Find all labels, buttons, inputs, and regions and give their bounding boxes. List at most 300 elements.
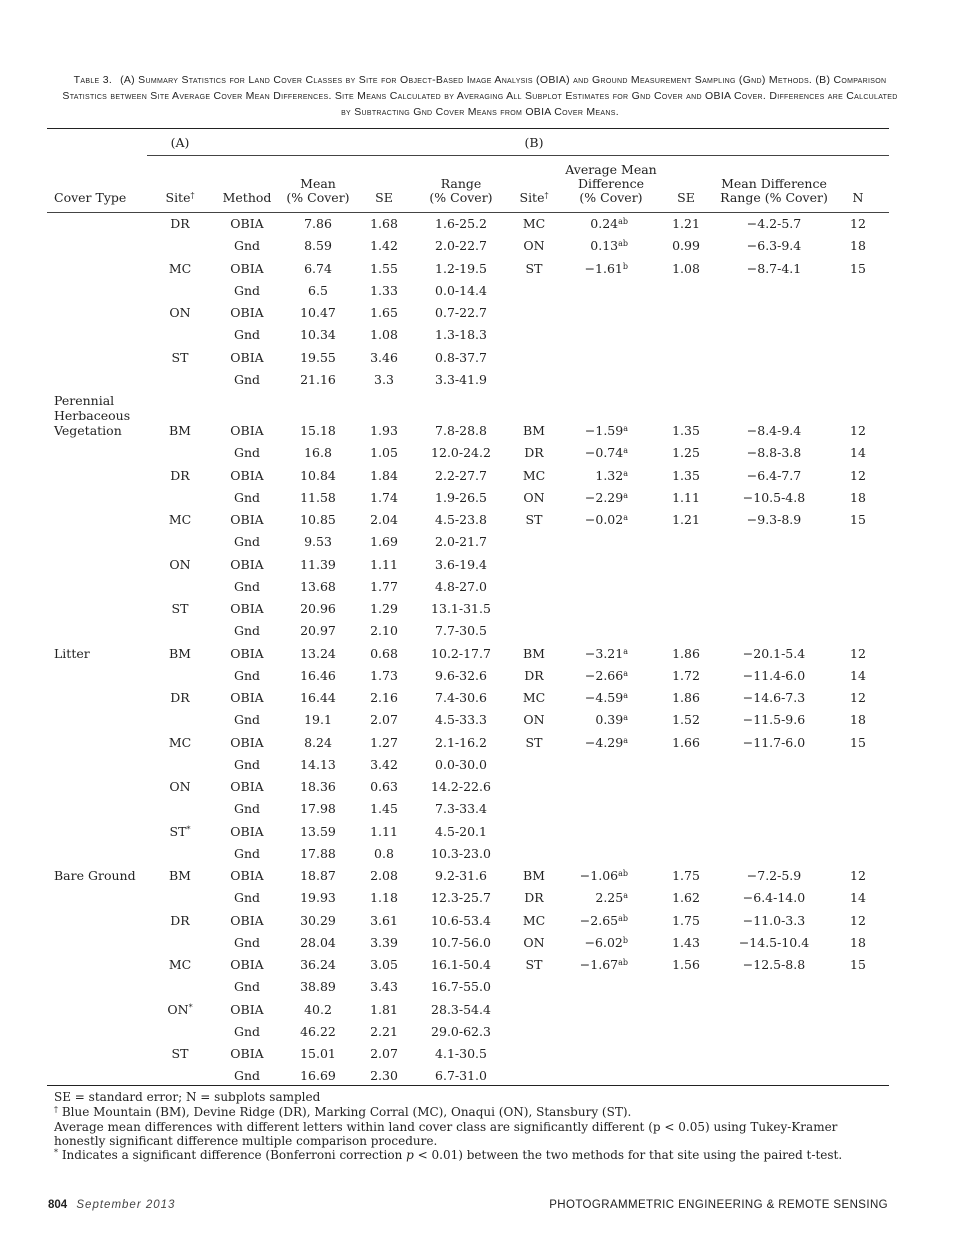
table-bottom-rule: [47, 1085, 889, 1086]
mean-diff-range-cell: −6.4-7.7: [746, 467, 802, 483]
method-cell: OBIA: [230, 779, 264, 794]
range-cell: 13.1-31.5: [431, 601, 491, 616]
method-cell: Gnd: [233, 667, 261, 683]
comparison-site-cell: ON: [523, 934, 545, 950]
se-cell: 1.11: [370, 823, 398, 839]
method-cell: Gnd: [233, 979, 261, 995]
page-date: September 2013: [76, 1199, 176, 1211]
avg-mean-diff-cell-superscript: a: [623, 713, 628, 723]
avg-mean-diff-cell-value: 0.39: [595, 712, 624, 728]
range-cell: 28.3-54.4: [431, 1001, 491, 1017]
mean-diff-range-cell: −12.5-8.8: [742, 957, 806, 972]
header-se: SE: [375, 190, 393, 205]
site-cell-superscript: *: [186, 824, 191, 834]
se-cell: 1.05: [370, 445, 398, 461]
header-site-b-label: Site: [519, 190, 545, 205]
comparison-site-cell: DR: [524, 890, 544, 906]
method-cell: OBIA: [230, 423, 264, 438]
method-cell: OBIA: [230, 734, 264, 750]
se-cell: 1.84: [370, 467, 398, 483]
header-cover-type: Cover Type: [54, 190, 127, 205]
se-cell: 1.55: [370, 260, 398, 276]
site-cell: [150, 646, 210, 661]
method-cell: Gnd: [233, 445, 261, 461]
se-cell: 1.08: [370, 327, 398, 343]
site-cell-value: BM: [169, 645, 191, 661]
range-cell: 7.8-28.8: [435, 423, 487, 438]
table-caption-text: (A) Summary Statistics for Land Cover Classes by Site for Object-Based Image Analysis (OBIA) and Ground Measurement Sampling (Gnd) Methods. (B) Comparison Statistics between Site Average Cover Mean Differences. Site Means Calculated by Averaging All Subplot Estimates for Gnd Cover and OBIA Cover. Differences are Calculated by Subtracting Gnd Cover Means from OBIA Cover Means.: [62, 74, 898, 118]
site-cell-value: ON: [167, 1001, 189, 1017]
method-cell: OBIA: [230, 1046, 264, 1061]
header-amd-line3: (% Cover): [579, 190, 643, 205]
comparison-se-cell: 1.52: [672, 712, 700, 728]
mean-diff-range-cell: −8.7-4.1: [746, 260, 802, 276]
section-a-label: (A): [170, 135, 190, 150]
n-cell: 12: [850, 868, 866, 883]
range-cell: 2.0-22.7: [435, 238, 487, 254]
avg-mean-diff-cell: [570, 668, 628, 683]
mean-cell: 13.24: [300, 645, 336, 661]
avg-mean-diff-cell-superscript: ab: [618, 913, 628, 923]
range-cell: 6.7-31.0: [435, 1068, 487, 1084]
header-range-line1: Range: [440, 176, 482, 191]
comparison-se-cell: 1.66: [672, 734, 700, 750]
table-label: Table 3.: [73, 74, 113, 86]
range-cell: 7.4-30.6: [435, 690, 487, 705]
footnote-asterisk-text-a: Indicates a significant difference (Bonferroni correction: [58, 1148, 407, 1162]
section-rule: [147, 155, 889, 156]
header-avg-mean-diff: [565, 163, 657, 205]
footnote-asterisk-text-b: < 0.01) between the two methods for that site using the paired t-test.: [413, 1148, 843, 1162]
method-cell: OBIA: [230, 556, 264, 572]
se-cell: 2.10: [370, 623, 398, 639]
section-b-label: (B): [524, 135, 544, 150]
method-cell: OBIA: [230, 216, 264, 231]
se-cell: 1.77: [370, 578, 398, 594]
range-cell: 12.3-25.7: [431, 890, 491, 906]
range-cell: 10.2-17.7: [431, 645, 491, 661]
footnote-se: SE = standard error; N = subplots sampled: [54, 1090, 321, 1104]
header-site-b: [506, 191, 562, 205]
n-cell: 15: [850, 734, 866, 750]
mean-cell: 15.01: [300, 1046, 336, 1061]
mean-cell: 15.18: [300, 423, 336, 438]
se-cell: 1.65: [370, 305, 398, 320]
comparison-site-cell: ON: [523, 712, 545, 728]
n-cell: 18: [850, 238, 866, 254]
method-cell: OBIA: [230, 1001, 264, 1017]
se-cell: 1.93: [370, 423, 398, 438]
method-cell: OBIA: [230, 823, 264, 839]
method-cell: Gnd: [233, 489, 261, 505]
site-cell-value: BM: [169, 868, 191, 883]
avg-mean-diff-cell: [570, 957, 628, 972]
mean-cell: 10.47: [300, 305, 336, 320]
footnote-asterisk: [54, 1148, 884, 1162]
se-cell: 2.04: [370, 512, 398, 527]
range-cell: 14.2-22.6: [431, 779, 491, 794]
se-cell: 0.63: [370, 779, 398, 794]
range-cell: 3.6-19.4: [435, 556, 487, 572]
avg-mean-diff-cell: [570, 423, 628, 438]
footnote-p-italic: p: [406, 1148, 414, 1162]
site-cell: [150, 957, 210, 972]
method-cell: Gnd: [233, 934, 261, 950]
comparison-site-cell: ST: [525, 260, 543, 276]
footnote-sites-text: Blue Mountain (BM), Devine Ridge (DR), Marking Corral (MC), Onaqui (ON), Stansbury (ST).: [58, 1105, 632, 1119]
n-cell: 15: [850, 260, 866, 276]
page-number: 804: [48, 1199, 68, 1211]
comparison-site-cell: BM: [523, 645, 545, 661]
site-cell: [150, 423, 210, 438]
mean-cell: 16.69: [300, 1068, 336, 1084]
se-cell: 1.68: [370, 216, 398, 231]
mean-cell: 19.55: [300, 349, 336, 365]
avg-mean-diff-cell-superscript: a: [623, 735, 628, 745]
site-cell-value: DR: [170, 467, 190, 483]
avg-mean-diff-cell: [570, 216, 628, 231]
table-caption: [60, 72, 900, 120]
avg-mean-diff-cell-value: −4.29: [584, 734, 624, 750]
avg-mean-diff-cell-value: 2.25: [595, 890, 624, 906]
mean-cell: 7.86: [304, 216, 332, 231]
header-mean-line2: (% Cover): [286, 190, 350, 205]
comparison-se-cell: 1.25: [672, 445, 700, 461]
mean-cell: 46.22: [300, 1023, 336, 1039]
n-cell: 18: [850, 712, 866, 728]
header-mean-diff-range: [716, 177, 832, 205]
se-cell: 3.43: [370, 979, 398, 995]
se-cell: 1.33: [370, 282, 398, 298]
range-cell: 9.2-31.6: [435, 868, 487, 883]
se-cell: 0.8: [374, 845, 394, 861]
method-cell: OBIA: [230, 690, 264, 705]
method-cell: OBIA: [230, 645, 264, 661]
avg-mean-diff-cell-superscript: a: [623, 468, 628, 478]
mean-cell: 20.97: [300, 623, 336, 639]
site-cell: [150, 350, 210, 365]
se-cell: 3.05: [370, 957, 398, 972]
mean-cell: 13.59: [300, 823, 336, 839]
avg-mean-diff-cell-superscript: ab: [618, 239, 628, 249]
comparison-se-cell: 1.43: [672, 934, 700, 950]
mean-diff-range-cell: −11.7-6.0: [742, 734, 806, 750]
avg-mean-diff-cell-value: −6.02: [584, 934, 623, 950]
method-cell: Gnd: [233, 1023, 261, 1039]
method-cell: OBIA: [230, 467, 264, 483]
mean-cell: 11.58: [300, 489, 336, 505]
header-mean: [280, 177, 356, 205]
site-cell: [150, 468, 210, 483]
method-cell: Gnd: [233, 327, 261, 343]
mean-diff-range-cell: −8.8-3.8: [746, 445, 802, 461]
avg-mean-diff-cell-value: −1.61: [584, 260, 623, 276]
site-cell: [150, 261, 210, 276]
se-cell: 3.46: [370, 349, 398, 365]
se-cell: 3.42: [370, 756, 398, 772]
method-cell: OBIA: [230, 912, 264, 928]
site-cell: [150, 1046, 210, 1061]
avg-mean-diff-cell-value: −4.59: [584, 690, 624, 705]
comparison-se-cell: 1.35: [672, 423, 700, 438]
header-range: [420, 177, 502, 205]
comparison-se-cell: 1.35: [672, 467, 700, 483]
se-cell: 2.16: [370, 690, 398, 705]
comparison-se-cell: 1.86: [672, 690, 700, 705]
avg-mean-diff-cell-value: 0.13: [590, 238, 619, 254]
comparison-se-cell: 1.21: [672, 216, 700, 231]
site-cell-value: DR: [170, 690, 190, 705]
avg-mean-diff-cell-value: 0.24: [590, 216, 619, 231]
range-cell: 1.3-18.3: [435, 327, 487, 343]
avg-mean-diff-cell: [570, 690, 628, 705]
mean-diff-range-cell: −4.2-5.7: [746, 216, 802, 231]
site-cell-value: ST: [171, 601, 189, 616]
header-mdr-line2: Range (% Cover): [720, 190, 828, 205]
avg-mean-diff-cell-value: −2.66: [584, 667, 624, 683]
comparison-site-cell: BM: [523, 868, 545, 883]
header-method: Method: [222, 190, 272, 205]
header-site-b-dagger: †: [544, 191, 549, 200]
method-cell: Gnd: [233, 712, 261, 728]
avg-mean-diff-cell-value: −3.21: [584, 645, 624, 661]
header-mdr-line1: Mean Difference: [721, 176, 827, 191]
se-cell: 1.45: [370, 801, 398, 817]
range-cell: 10.7-56.0: [431, 934, 491, 950]
method-cell: OBIA: [230, 305, 264, 320]
method-cell: Gnd: [233, 801, 261, 817]
se-cell: 2.08: [370, 868, 398, 883]
method-cell: OBIA: [230, 349, 264, 365]
range-cell: 1.9-26.5: [435, 489, 487, 505]
method-cell: Gnd: [233, 1068, 261, 1084]
n-cell: 12: [850, 467, 866, 483]
range-cell: 10.6-53.4: [431, 912, 491, 928]
mean-cell: 17.88: [300, 845, 336, 861]
se-cell: 1.42: [370, 238, 398, 254]
cover-type-label: Perennial Herbaceous Vegetation: [54, 393, 131, 438]
se-cell: 1.27: [370, 734, 398, 750]
site-cell: [150, 601, 210, 616]
avg-mean-diff-cell: [570, 935, 628, 950]
site-cell: [150, 824, 210, 839]
se-cell: 0.68: [370, 645, 398, 661]
n-cell: 14: [850, 445, 866, 461]
avg-mean-diff-cell-superscript: ab: [618, 217, 628, 226]
comparison-site-cell: MC: [522, 467, 546, 483]
avg-mean-diff-cell-value: −2.29: [584, 489, 624, 505]
avg-mean-diff-cell-value: −0.74: [584, 445, 624, 461]
method-cell: Gnd: [233, 578, 261, 594]
site-cell-value: MC: [168, 512, 192, 527]
header-n: N: [852, 190, 864, 205]
avg-mean-diff-cell: [570, 868, 628, 883]
comparison-site-cell: ON: [523, 238, 545, 254]
site-cell-value: MC: [168, 260, 192, 276]
mean-cell: 14.13: [300, 756, 336, 772]
mean-diff-range-cell: −20.1-5.4: [742, 645, 806, 661]
method-cell: OBIA: [230, 601, 264, 616]
mean-diff-range-cell: −8.4-9.4: [746, 423, 802, 438]
avg-mean-diff-cell-superscript: a: [623, 446, 628, 456]
site-cell-value: MC: [168, 734, 192, 750]
mean-cell: 19.93: [300, 890, 336, 906]
range-cell: 0.7-22.7: [435, 305, 487, 320]
site-cell: [150, 1002, 210, 1017]
comparison-site-cell: ST: [525, 957, 543, 972]
header-site-dagger: †: [190, 191, 195, 200]
avg-mean-diff-cell: [570, 468, 628, 483]
header-site-label: Site: [165, 190, 191, 205]
footnote-dagger: †: [54, 1105, 58, 1114]
mean-cell: 16.8: [304, 445, 332, 461]
comparison-se-cell: 1.86: [672, 645, 700, 661]
se-cell: 2.30: [370, 1068, 398, 1084]
range-cell: 4.1-30.5: [435, 1046, 487, 1061]
mean-cell: 38.89: [300, 979, 336, 995]
avg-mean-diff-cell-superscript: a: [623, 668, 628, 678]
avg-mean-diff-cell-superscript: a: [623, 891, 628, 901]
n-cell: 15: [850, 512, 866, 527]
method-cell: Gnd: [233, 890, 261, 906]
mean-cell: 18.87: [300, 868, 336, 883]
range-cell: 10.3-23.0: [431, 845, 491, 861]
site-cell-value: ST: [171, 349, 189, 365]
se-cell: 3.39: [370, 934, 398, 950]
avg-mean-diff-cell-value: −1.67: [579, 957, 619, 972]
mean-cell: 11.39: [300, 556, 336, 572]
avg-mean-diff-cell-value: −0.02: [584, 512, 624, 527]
n-cell: 15: [850, 957, 866, 972]
se-cell: 2.21: [370, 1023, 398, 1039]
mean-diff-range-cell: −11.5-9.6: [742, 712, 806, 728]
mean-cell: 21.16: [300, 371, 336, 387]
se-cell: 2.07: [370, 1046, 398, 1061]
avg-mean-diff-cell: [570, 712, 628, 727]
header-amd-line2: Difference: [577, 176, 645, 191]
header-amd-line1: Average Mean: [565, 162, 657, 177]
mean-cell: 10.84: [300, 467, 336, 483]
avg-mean-diff-cell-superscript: b: [622, 261, 628, 271]
se-cell: 1.18: [370, 890, 398, 906]
comparison-se-cell: 1.75: [672, 868, 700, 883]
method-cell: OBIA: [230, 957, 264, 972]
se-cell: 1.73: [370, 667, 398, 683]
site-cell-value: ST: [169, 823, 187, 839]
comparison-site-cell: MC: [522, 690, 546, 705]
site-cell-value: MC: [168, 957, 192, 972]
method-cell: Gnd: [233, 238, 261, 254]
comparison-se-cell: 1.21: [672, 512, 700, 527]
comparison-site-cell: ST: [525, 734, 543, 750]
mean-cell: 17.98: [300, 801, 336, 817]
header-site: [150, 191, 210, 205]
comparison-site-cell: MC: [522, 912, 546, 928]
site-cell-superscript: *: [188, 1002, 193, 1012]
page-number-block: [48, 1199, 175, 1211]
method-cell: Gnd: [233, 756, 261, 772]
footnote-letters: Average mean differences with different letters within land cover class are significantly different (p < 0.05) using Tukey-Kramer honestly significant difference multiple comparison procedure.: [54, 1120, 838, 1148]
n-cell: 12: [850, 645, 866, 661]
method-cell: Gnd: [233, 282, 261, 298]
site-cell-value: ON: [169, 305, 191, 320]
avg-mean-diff-cell: [570, 913, 628, 928]
site-cell: [150, 779, 210, 794]
mean-cell: 36.24: [300, 957, 336, 972]
mean-cell: 8.59: [304, 238, 332, 254]
avg-mean-diff-cell: [570, 646, 628, 661]
avg-mean-diff-cell: [570, 490, 628, 505]
avg-mean-diff-cell-superscript: a: [623, 646, 628, 656]
mean-cell: 10.34: [300, 327, 336, 343]
avg-mean-diff-cell-superscript: a: [623, 513, 628, 522]
mean-diff-range-cell: −10.5-4.8: [742, 489, 806, 505]
comparison-site-cell: DR: [524, 445, 544, 461]
method-cell: Gnd: [233, 623, 261, 639]
se-cell: 1.74: [370, 489, 398, 505]
mean-cell: 18.36: [300, 779, 336, 794]
comparison-se-cell: 1.72: [672, 667, 700, 683]
n-cell: 12: [850, 216, 866, 231]
mean-cell: 28.04: [300, 934, 336, 950]
header-range-line2: (% Cover): [429, 190, 493, 205]
se-cell: 3.3: [374, 371, 394, 387]
mean-cell: 16.46: [300, 667, 336, 683]
n-cell: 12: [850, 423, 866, 438]
mean-diff-range-cell: −9.3-8.9: [746, 512, 802, 527]
avg-mean-diff-cell-superscript: a: [623, 424, 628, 433]
avg-mean-diff-cell: [570, 238, 628, 253]
mean-diff-range-cell: −14.6-7.3: [742, 690, 806, 705]
avg-mean-diff-cell-value: −1.59: [584, 423, 624, 438]
range-cell: 4.5-23.8: [435, 512, 487, 527]
range-cell: 12.0-24.2: [431, 445, 491, 461]
mean-diff-range-cell: −6.4-14.0: [742, 890, 806, 906]
comparison-se-cell: 1.75: [672, 912, 700, 928]
range-cell: 7.3-33.4: [435, 801, 487, 817]
avg-mean-diff-cell: [570, 261, 628, 276]
range-cell: 4.5-20.1: [435, 823, 487, 839]
range-cell: 2.0-21.7: [435, 534, 487, 550]
se-cell: 1.29: [370, 601, 398, 616]
n-cell: 12: [850, 912, 866, 928]
mean-diff-range-cell: −11.0-3.3: [742, 912, 806, 928]
method-cell: OBIA: [230, 512, 264, 527]
site-cell: [150, 868, 210, 883]
se-cell: 2.07: [370, 712, 398, 728]
range-cell: 0.0-30.0: [435, 756, 487, 772]
se-cell: 1.81: [370, 1001, 398, 1017]
method-cell: Gnd: [233, 371, 261, 387]
comparison-se-cell: 0.99: [672, 238, 700, 254]
header-mean-line1: Mean: [300, 176, 336, 191]
range-cell: 0.0-14.4: [435, 282, 487, 298]
site-cell: [150, 512, 210, 527]
mean-cell: 6.5: [308, 282, 328, 298]
comparison-se-cell: 1.11: [672, 489, 700, 505]
range-cell: 4.8-27.0: [435, 578, 487, 594]
table-top-rule: [47, 128, 889, 129]
range-cell: 16.1-50.4: [431, 957, 491, 972]
mean-cell: 9.53: [304, 534, 332, 550]
avg-mean-diff-cell-superscript: b: [622, 935, 628, 945]
avg-mean-diff-cell-value: −1.06: [579, 868, 619, 883]
site-cell: [150, 557, 210, 572]
mean-diff-range-cell: −6.3-9.4: [746, 238, 802, 254]
n-cell: 18: [850, 489, 866, 505]
n-cell: 18: [850, 934, 866, 950]
mean-diff-range-cell: −14.5-10.4: [738, 934, 810, 950]
